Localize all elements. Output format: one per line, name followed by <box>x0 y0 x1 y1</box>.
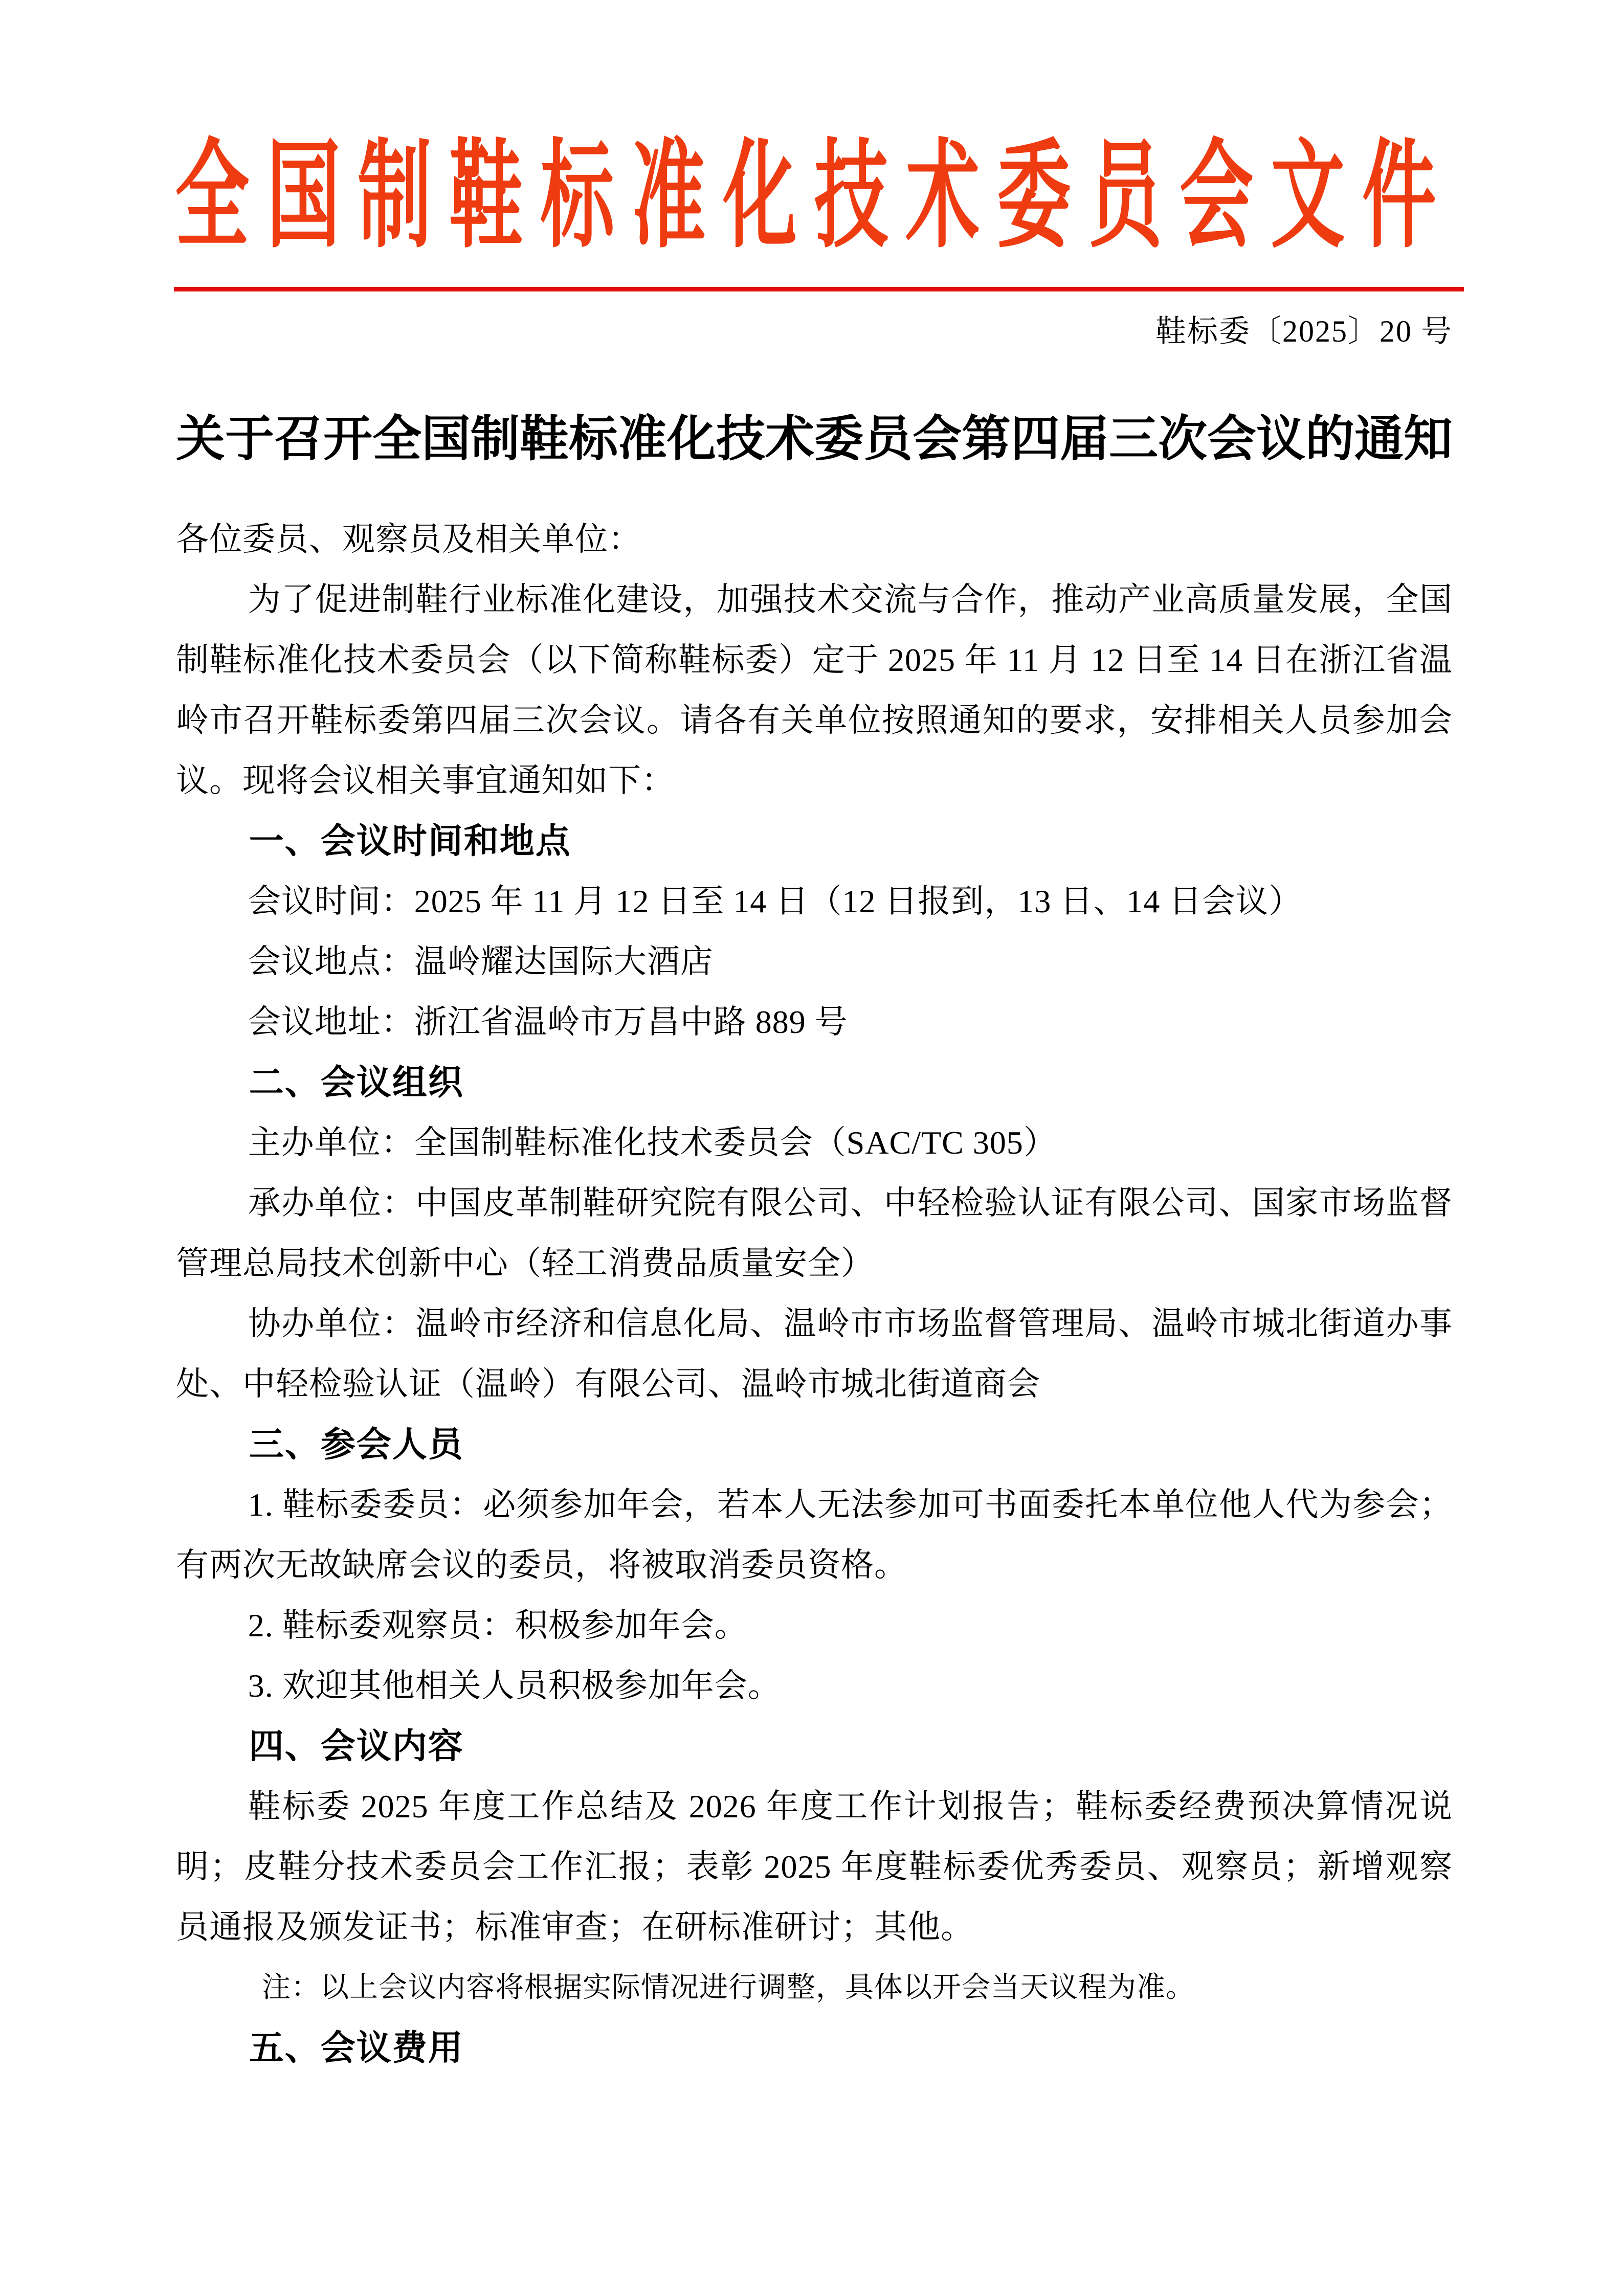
paragraph-body: 会议时间：2025 年 11 月 12 日至 14 日（12 日报到，13 日、14 日会议） <box>248 883 1302 919</box>
paragraph-body: 1. 鞋标委委员：必须参加年会，若本人无法参加可书面委托本单位他人代为参会；有两次无故缺席会议的委员，将被取消委员资格。 <box>176 1487 1453 1583</box>
paragraph-heading: 二、会议组织 <box>249 1063 464 1102</box>
paragraph-body: 会议地址：浙江省温岭市万昌中路 889 号 <box>248 1004 848 1040</box>
document-body <box>176 509 1453 2078</box>
paragraph-body: 鞋标委 2025 年度工作总结及 2026 年度工作计划报告；鞋标委经费预决算情况说明；皮鞋分技术委员会工作汇报；表彰 2025 年度鞋标委优秀委员、观察员；新增观察员通报及颁发证书；标准审查；在研标准研讨；其他。 <box>176 1788 1453 1945</box>
paragraph-salutation: 各位委员、观察员及相关单位： <box>176 521 641 557</box>
paragraph-body: 3. 欢迎其他相关人员积极参加年会。 <box>248 1668 781 1704</box>
document-title: 关于召开全国制鞋标准化技术委员会第四届三次会议的通知 <box>176 412 1453 466</box>
paragraph-heading: 三、参会人员 <box>249 1425 464 1464</box>
paragraph-body: 主办单位：全国制鞋标准化技术委员会（SAC/TC 305） <box>248 1124 1057 1161</box>
document-header-banner <box>175 131 1454 262</box>
paragraph-body: 承办单位：中国皮革制鞋研究院有限公司、中轻检验认证有限公司、国家市场监督管理总局技术创新中心（轻工消费品质量安全） <box>176 1185 1453 1281</box>
paragraph-heading: 四、会议内容 <box>249 1727 464 1766</box>
document-number: 鞋标委〔2025〕20 号 <box>1155 314 1453 348</box>
paragraph-body: 协办单位：温岭市经济和信息化局、温岭市市场监督管理局、温岭市城北街道办事处、中轻检验认证（温岭）有限公司、温岭市城北街道商会 <box>176 1305 1453 1402</box>
paragraph-note: 注：以上会议内容将根据实际情况进行调整，具体以开会当天议程为准。 <box>262 1972 1195 2004</box>
red-divider-line <box>174 287 1464 291</box>
paragraph-body: 2. 鞋标委观察员：积极参加年会。 <box>248 1607 748 1644</box>
paragraph-body: 会议地点：温岭耀达国际大酒店 <box>248 943 714 980</box>
banner-title: 全国制鞋标准化技术委员会文件 <box>175 131 1454 262</box>
paragraph-body: 为了促进制鞋行业标准化建设，加强技术交流与合作，推动产业高质量发展，全国制鞋标准化技术委员会（以下简称鞋标委）定于 2025 年 11 月 12 日至 14 日在浙江省温岭市召开鞋标委第四届三次会议。请各有关单位按照通知的要求，安排相关人员参加会议。现将会议相关事宜通知如下： <box>176 581 1453 799</box>
paragraph-heading: 五、会议费用 <box>249 2029 464 2067</box>
paragraph-heading: 一、会议时间和地点 <box>249 822 571 861</box>
